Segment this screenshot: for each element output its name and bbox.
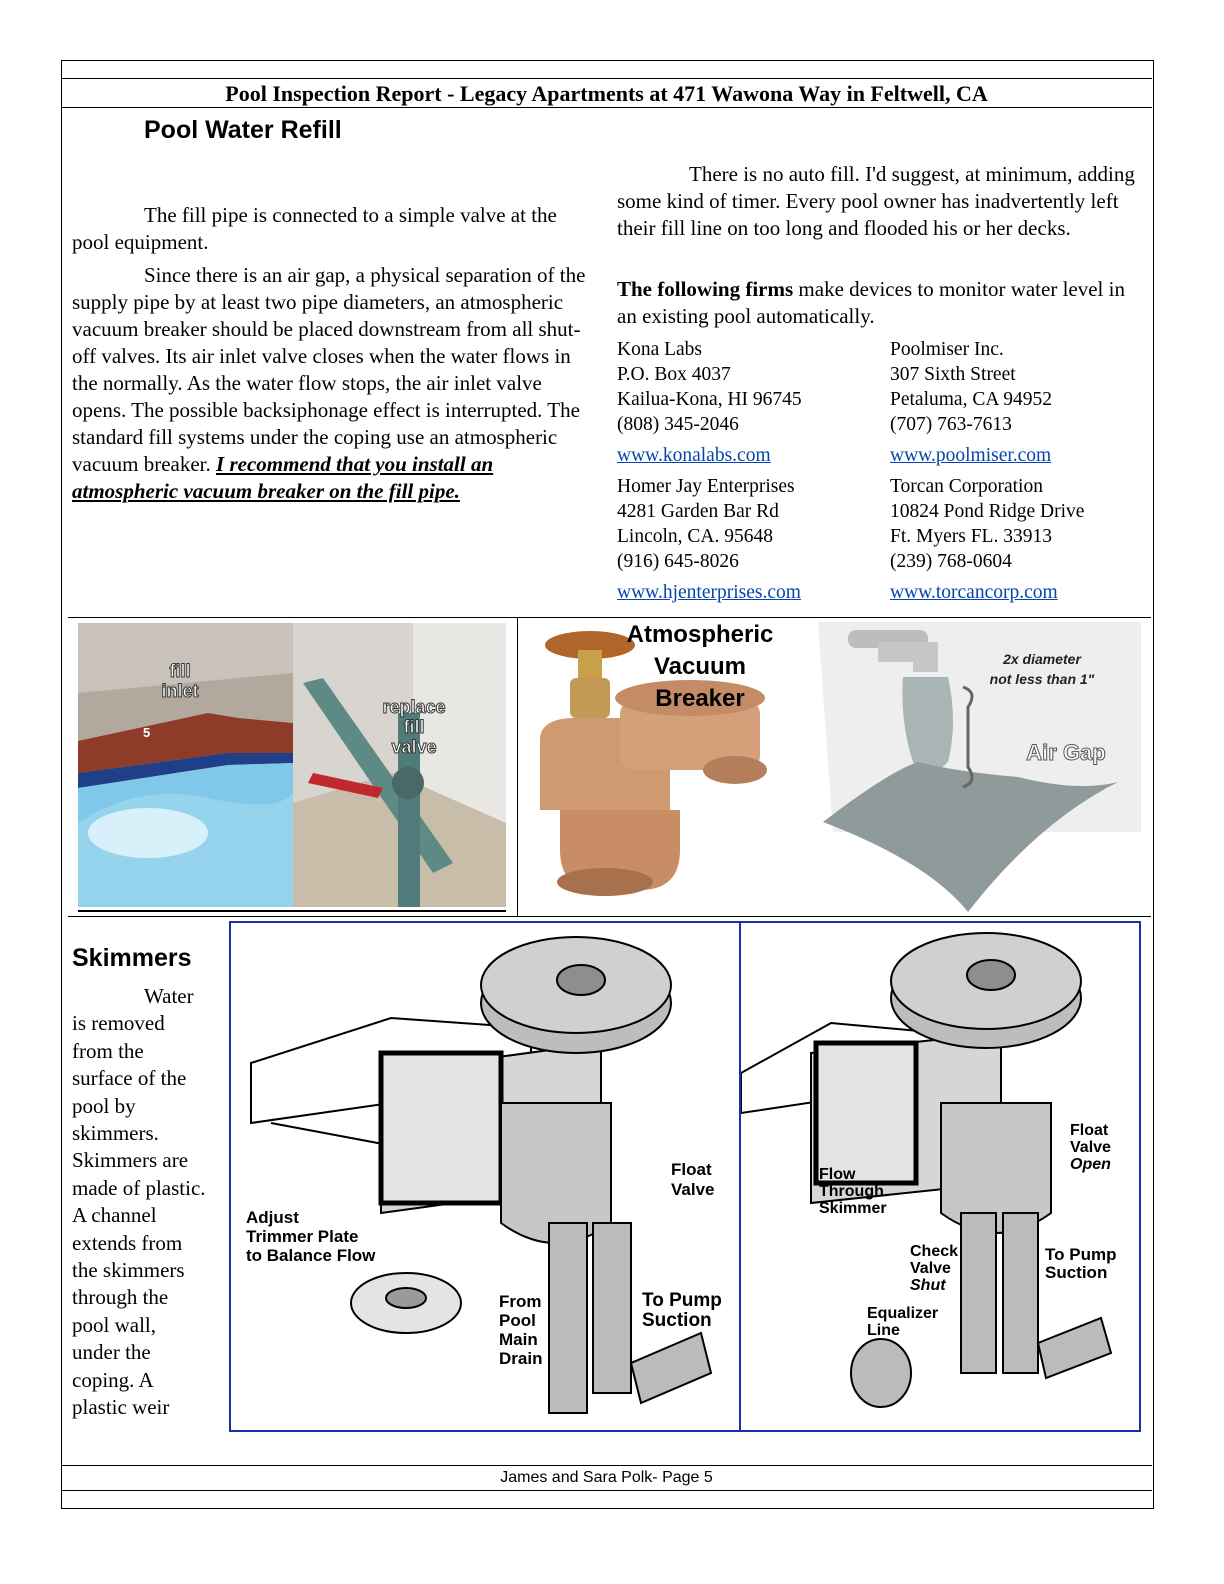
firm-name: Torcan Corporation: [890, 476, 1043, 497]
valve-label-line3: valve: [391, 737, 437, 757]
firm-poolmiser: [890, 337, 1150, 468]
right-flow-line1: Flow: [819, 1166, 856, 1183]
air-gap-label-line2: not less than 1": [989, 671, 1095, 687]
right-float-valve-line2: Valve: [1070, 1139, 1111, 1156]
firm-torcan: [890, 474, 1150, 605]
firm-phone: (239) 768-0604: [890, 551, 1012, 572]
skimmers-paragraph: Water is removed from the surface of the pool by skimmers. Skimmers are made of plastic. A channel extends from the skimmers through the pool wall, under the coping. A plastic weir: [72, 984, 206, 1420]
avb-title-line2: Vacuum: [653, 653, 747, 680]
firm-kona-labs: [617, 337, 877, 468]
firm-name: Poolmiser Inc.: [890, 339, 1004, 360]
skimmer-diagram-open: [741, 923, 1139, 1430]
photo-divider: [517, 617, 518, 917]
vacuum-breaker-image: [530, 620, 810, 910]
report-header: Pool Inspection Report - Legacy Apartments at 471 Wawona Way in Feltwell, CA: [61, 78, 1152, 108]
refill-paragraph-3: There is no auto fill. I'd suggest, at minimum, adding some kind of timer. Every pool owner has inadvertently left their fill line on too long and flooded his or her decks.: [617, 162, 1135, 240]
fill-label-line1: fill: [169, 661, 191, 681]
right-to-pump-line2: Suction: [1045, 1263, 1108, 1282]
air-gap-image: [818, 622, 1141, 912]
firm-phone: (916) 645-8026: [617, 551, 739, 572]
fill-label-line2: inlet: [161, 681, 199, 701]
left-float-valve-line1: Float: [671, 1160, 712, 1179]
firm-address-line-1: P.O. Box 4037: [617, 364, 731, 385]
air-gap-label-line1: 2x diameter: [1003, 651, 1081, 667]
pool-fill-inlet-photo: [78, 623, 293, 907]
section-heading-skimmers: Skimmers: [72, 944, 192, 972]
pool-number: 5: [143, 725, 151, 740]
firm-address-line-2: Kailua-Kona, HI 96745: [617, 389, 802, 410]
firm-address-line-2: Lincoln, CA. 95648: [617, 526, 773, 547]
right-check-line1: Check: [910, 1243, 959, 1260]
right-check-line2: Valve: [910, 1260, 951, 1277]
firm-address-line-1: 10824 Pond Ridge Drive: [890, 501, 1085, 522]
left-from-pool-line2: Pool: [499, 1311, 536, 1330]
right-flow-line2: Through: [819, 1183, 884, 1200]
fill-valve-photo: [293, 623, 506, 907]
firm-name: Kona Labs: [617, 339, 703, 360]
right-to-pump-line1: To Pump: [1045, 1245, 1117, 1264]
firm-address-line-1: 4281 Garden Bar Rd: [617, 501, 779, 522]
refill-paragraph-1: The fill pipe is connected to a simple valve at the pool equipment.: [72, 203, 557, 254]
left-adjust-line2: Trimmer Plate: [246, 1227, 359, 1246]
left-from-pool-line1: From: [499, 1292, 542, 1311]
valve-label-line2: fill: [403, 717, 425, 737]
firm-link[interactable]: www.torcancorp.com: [890, 582, 1058, 603]
left-to-pump-line1: To Pump: [642, 1290, 722, 1311]
firm-link[interactable]: www.konalabs.com: [617, 445, 771, 466]
firm-link[interactable]: www.hjenterprises.com: [617, 582, 801, 603]
page-footer: James and Sara Polk- Page 5: [61, 1465, 1152, 1491]
left-adjust-line1: Adjust: [246, 1208, 299, 1227]
valve-label-line1: replace: [382, 697, 446, 717]
right-equalizer-line2: Line: [867, 1322, 900, 1339]
skimmer-diagram-normal: [231, 923, 739, 1430]
firm-phone: (808) 345-2046: [617, 414, 739, 435]
left-from-pool-line3: Main: [499, 1330, 538, 1349]
refill-paragraph-2-text: Since there is an air gap, a physical separation of the supply pipe by at least two pipe diameters, an atmospheric vacuum breaker should be placed downstream from all shut-off valves. Its air inlet valve closes when the water flows in the normally. As the water flow stops, the air inlet valve opens. The possible backsiphonage effect is interrupted. The standard fill systems under the coping use an atmospheric vacuum breaker.: [72, 263, 586, 476]
right-float-valve-line1: Float: [1070, 1122, 1109, 1139]
right-float-valve-line3: Open: [1070, 1156, 1111, 1173]
air-gap-label: Air Gap: [1026, 740, 1106, 765]
left-adjust-line3: to Balance Flow: [246, 1246, 376, 1265]
firm-address-line-2: Ft. Myers FL. 33913: [890, 526, 1052, 547]
firm-phone: (707) 763-7613: [890, 414, 1012, 435]
refill-paragraph-2: [72, 262, 590, 505]
avb-title-line1: Atmospheric: [626, 621, 774, 648]
section-heading-refill: Pool Water Refill: [144, 116, 342, 144]
firm-link[interactable]: www.poolmiser.com: [890, 445, 1052, 466]
left-to-pump-line2: Suction: [642, 1310, 712, 1331]
avb-title-line3: Breaker: [655, 685, 745, 712]
firm-homer-jay: [617, 474, 877, 605]
recommendation: I recommend that you install an atmospheric vacuum breaker on the fill pipe.: [72, 452, 494, 503]
firm-address-line-1: 307 Sixth Street: [890, 364, 1016, 385]
refill-paragraph-4: [617, 276, 1139, 330]
firm-name: Homer Jay Enterprises: [617, 476, 795, 497]
right-check-line3: Shut: [910, 1277, 946, 1294]
left-float-valve-line2: Valve: [671, 1180, 715, 1199]
right-equalizer-line1: Equalizer: [867, 1305, 939, 1322]
firms-intro-bold: The following firms: [617, 277, 794, 301]
left-from-pool-line4: Drain: [499, 1349, 543, 1368]
firm-address-line-2: Petaluma, CA 94952: [890, 389, 1052, 410]
photo-underline: [78, 910, 506, 912]
right-flow-line3: Skimmer: [819, 1200, 887, 1217]
firms-intro-rest: make devices to monitor water level in an existing pool automatically.: [617, 277, 1125, 328]
